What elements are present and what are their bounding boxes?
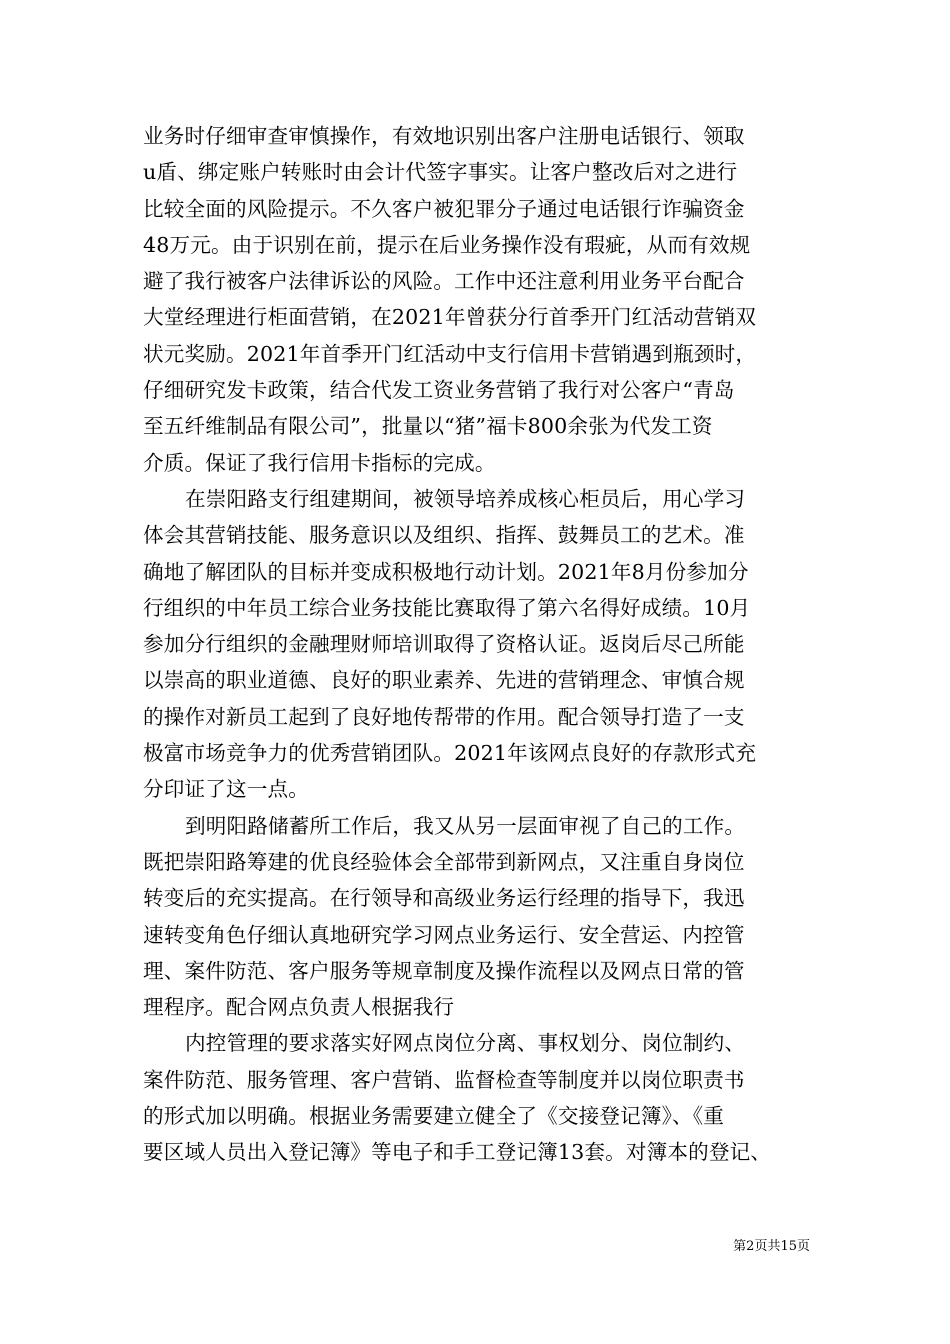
- body-text: [143, 118, 815, 1171]
- text-line: 的形式加以明确。根据业务需要建立健全了《交接登记簿》、《重: [143, 1104, 724, 1129]
- text-line: 避了我行被客户法律诉讼的风险。工作中还注意利用业务平台配合: [143, 269, 745, 294]
- text-line: 介质。保证了我行信用卡指标的完成。: [143, 450, 496, 475]
- paragraph-start-line: 在崇阳路支行组建期间，被领导培养成核心柜员后，用心学习: [185, 486, 746, 511]
- text-line: 大堂经理进行柜面营销，在2021年曾获分行首季开门红活动营销双: [143, 305, 757, 330]
- text-line: 48万元。由于识别在前，提示在后业务操作没有瑕疵，从而有效规: [143, 232, 751, 257]
- text-line: 的操作对新员工起到了良好地传帮带的作用。配合领导打造了一支: [143, 704, 745, 729]
- text-line: 行组织的中年员工综合业务技能比赛取得了第六名得好成绩。10月: [143, 595, 751, 620]
- text-line: 案件防范、服务管理、客户营销、监督检查等制度并以岗位职责书: [143, 1067, 745, 1092]
- text-line: 状元奖励。2021年首季开门红活动中支行信用卡营销遇到瓶颈时，: [143, 341, 757, 366]
- page-number: 第2页共15页: [733, 1239, 810, 1254]
- text-line: 分印证了这一点。: [143, 777, 309, 802]
- text-line: 至五纤维制品有限公司”，批量以“猪”福卡800余张为代发工资: [143, 414, 713, 439]
- text-line: 体会其营销技能、服务意识以及组织、指挥、鼓舞员工的艺术。准: [143, 523, 745, 548]
- text-line: 理、案件防范、客户服务等规章制度及操作流程以及网点日常的管: [143, 958, 745, 983]
- text-line: 业务时仔细审查审慎操作，有效地识别出客户注册电话银行、领取: [143, 124, 745, 148]
- text-line: 仔细研究发卡政策，结合代发工资业务营销了我行对公客户“青岛: [143, 378, 735, 403]
- text-line: 比较全面的风险提示。不久客户被犯罪分子通过电话银行诈骗资金: [143, 196, 745, 221]
- text-line: 要区域人员出入登记簿》等电子和手工登记簿13套。对簿本的登记、: [143, 1140, 772, 1165]
- text-line: 以崇高的职业道德、良好的职业素养、先进的营销理念、审慎合规: [143, 668, 745, 693]
- text-line: 极富市场竞争力的优秀营销团队。2021年该网点良好的存款形式充: [143, 741, 757, 766]
- text-line: 理程序。配合网点负责人根据我行: [143, 995, 455, 1020]
- paragraph-start-line: 内控管理的要求落实好网点岗位分离、事权划分、岗位制约、: [185, 1031, 746, 1056]
- text-line: 确地了解团队的目标并变成积极地行动计划。2021年8月份参加分: [143, 559, 749, 584]
- text-line: 参加分行组织的金融理财师培训取得了资格认证。返岗后尽己所能: [143, 632, 745, 657]
- paragraph-start-line: 到明阳路储蓄所工作后，我又从另一层面审视了自己的工作。: [185, 813, 746, 838]
- text-line: 速转变角色仔细认真地研究学习网点业务运行、安全营运、内控管: [143, 922, 745, 947]
- text-line: u盾、绑定账户转账时由会计代签字事实。让客户整改后对之进行: [143, 160, 738, 185]
- text-line: 既把崇阳路筹建的优良经验体会全部带到新网点，又注重自身岗位: [143, 849, 745, 874]
- text-line: 转变后的充实提高。在行领导和高级业务运行经理的指导下，我迅: [143, 886, 745, 911]
